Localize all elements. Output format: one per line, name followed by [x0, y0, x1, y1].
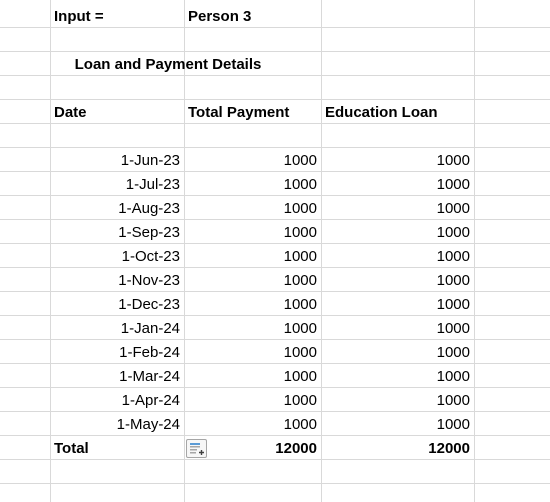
- sheet-row-totals: [0, 436, 550, 460]
- sheet-row-empty: [0, 460, 550, 484]
- input-value-cell[interactable]: Person 3: [188, 8, 252, 25]
- education-loan-cell[interactable]: 1000: [436, 392, 470, 409]
- table-row: [0, 340, 550, 364]
- date-cell[interactable]: 1-Nov-23: [118, 272, 180, 289]
- header-education-loan-cell[interactable]: Education Loan: [325, 104, 438, 121]
- table-row: [0, 412, 550, 436]
- table-row: [0, 388, 550, 412]
- total-payment-cell[interactable]: 1000: [283, 200, 317, 217]
- total-payment-cell[interactable]: 1000: [283, 176, 317, 193]
- table-row: [0, 148, 550, 172]
- education-loan-cell[interactable]: 1000: [436, 416, 470, 433]
- date-cell[interactable]: 1-Mar-24: [119, 368, 180, 385]
- table-row: [0, 196, 550, 220]
- date-cell[interactable]: 1-Sep-23: [118, 224, 180, 241]
- total-payment-cell[interactable]: 1000: [283, 296, 317, 313]
- table-row: [0, 292, 550, 316]
- education-loan-cell[interactable]: 1000: [436, 200, 470, 217]
- education-loan-cell[interactable]: 1000: [436, 296, 470, 313]
- total-payment-cell[interactable]: 1000: [283, 152, 317, 169]
- total-payment-cell[interactable]: 1000: [283, 224, 317, 241]
- input-label-cell[interactable]: Input =: [54, 8, 104, 25]
- table-row: [0, 244, 550, 268]
- header-total-payment-cell[interactable]: Total Payment: [188, 104, 290, 121]
- totals-education-loan-cell[interactable]: 12000: [428, 440, 470, 457]
- total-payment-cell[interactable]: 1000: [283, 416, 317, 433]
- header-date-cell[interactable]: Date: [54, 104, 87, 121]
- totals-total-payment-cell[interactable]: 12000: [275, 440, 317, 457]
- date-cell[interactable]: 1-Feb-24: [119, 344, 180, 361]
- total-payment-cell[interactable]: 1000: [283, 272, 317, 289]
- table-row: [0, 364, 550, 388]
- education-loan-cell[interactable]: 1000: [436, 152, 470, 169]
- sheet-row-title: [0, 52, 550, 76]
- sheet-row-empty: [0, 76, 550, 100]
- education-loan-cell[interactable]: 1000: [436, 248, 470, 265]
- sheet-row-header: [0, 100, 550, 124]
- date-cell[interactable]: 1-Jan-24: [120, 320, 180, 337]
- sheet-row-input: [0, 4, 550, 28]
- table-row: [0, 172, 550, 196]
- date-cell[interactable]: 1-Aug-23: [118, 200, 180, 217]
- date-cell[interactable]: 1-Jun-23: [120, 152, 180, 169]
- date-cell[interactable]: 1-Dec-23: [118, 296, 180, 313]
- education-loan-cell[interactable]: 1000: [436, 368, 470, 385]
- education-loan-cell[interactable]: 1000: [436, 224, 470, 241]
- education-loan-cell[interactable]: 1000: [436, 272, 470, 289]
- date-cell[interactable]: 1-May-24: [116, 416, 180, 433]
- education-loan-cell[interactable]: 1000: [436, 176, 470, 193]
- table-row: [0, 316, 550, 340]
- education-loan-cell[interactable]: 1000: [436, 344, 470, 361]
- total-payment-cell[interactable]: 1000: [283, 344, 317, 361]
- section-title-cell[interactable]: Loan and Payment Details: [74, 56, 262, 73]
- table-row: [0, 220, 550, 244]
- date-cell[interactable]: 1-Oct-23: [121, 248, 180, 265]
- table-row: [0, 268, 550, 292]
- sheet-row-empty: [0, 28, 550, 52]
- date-cell[interactable]: 1-Apr-24: [121, 392, 180, 409]
- date-cell[interactable]: 1-Jul-23: [125, 176, 180, 193]
- total-payment-cell[interactable]: 1000: [283, 392, 317, 409]
- total-payment-cell[interactable]: 1000: [283, 368, 317, 385]
- education-loan-cell[interactable]: 1000: [436, 320, 470, 337]
- total-payment-cell[interactable]: 1000: [283, 320, 317, 337]
- sheet-row-empty: [0, 124, 550, 148]
- total-payment-cell[interactable]: 1000: [283, 248, 317, 265]
- totals-label-cell[interactable]: Total: [54, 440, 89, 457]
